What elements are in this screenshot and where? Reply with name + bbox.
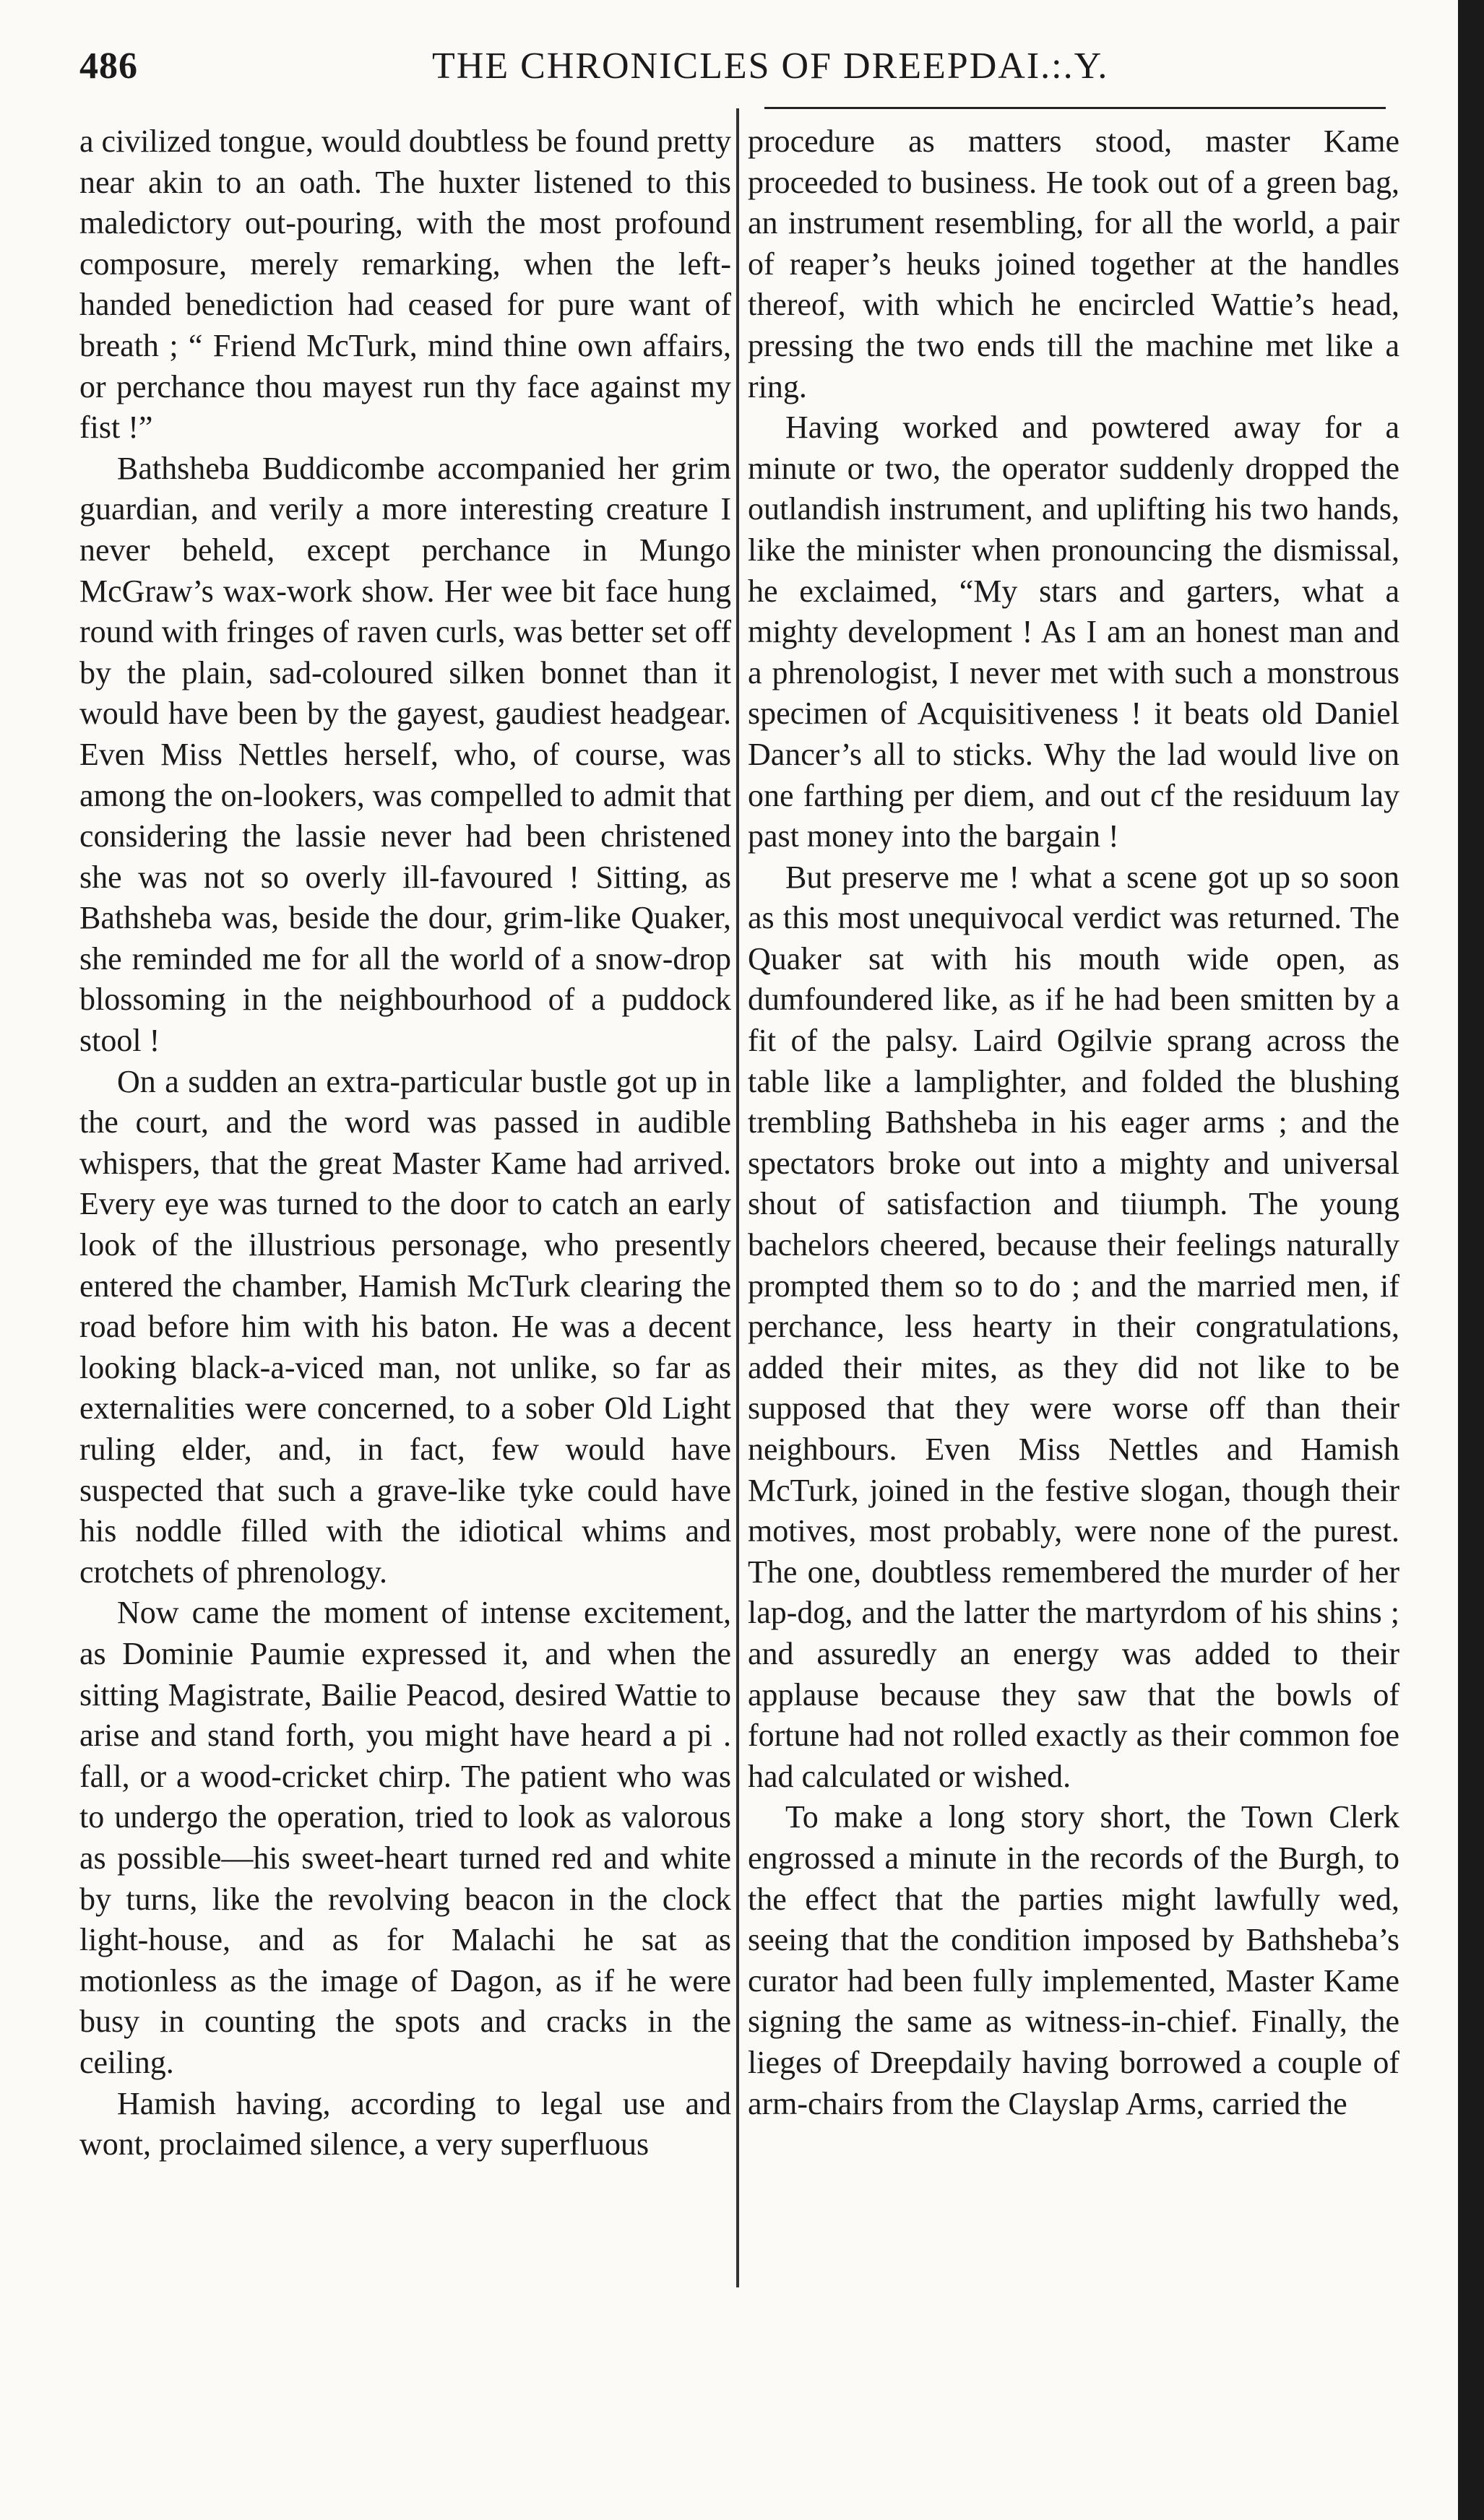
- page-number: 486: [79, 46, 138, 87]
- paragraph: Hamish having, according to legal use and wont, proclaimed silence, a very superfluous: [79, 2085, 731, 2162]
- paragraph: Now came the moment of intense excitement, as Dominie Paumie expressed it, and when the sitting Magistrate, Bailie Peacod, desired Wattie to arise and stand forth, you might have heard a pi . fall, or a wood-cricket chirp. The patient who was to undergo the operation, tried to look as valorous as possible—his sweet-heart turned red and white by turns, like the revolving beacon in the clock light-house, and as for Malachi he sat as motionless as the image of Dagon, as if he were busy in counting the spots and cracks in the ceiling.: [79, 1595, 731, 2080]
- paragraph: Having worked and powtered away for a minute or two, the operator suddenly dropped the outlandish instrument, and uplifting his two hands, like the minister when pronouncing the dismissal, he exclaimed, “My stars and garters, what a mighty development ! As I am an honest man and a phrenologist, I never met with such a monstrous specimen of Acquisitiveness ! it beats old Daniel Dancer’s all to sticks. Why the lad would live on one farthing per diem, and out cf the residuum lay past money into the bargain !: [748, 410, 1399, 854]
- right-column: [748, 121, 1399, 2288]
- paragraph: To make a long story short, the Town Clerk engrossed a minute in the records of the Burgh, to the effect that the parties might lawfully wed, seeing that the condition imposed by Bathsheba’s curator had been fully implemented, Master Kame signing the same as witness-in-chief. Finally, the lieges of Dreepdaily having borrowed a couple of arm-chairs from the Clayslap Arms, carried the: [748, 1799, 1399, 2121]
- paragraph: procedure as matters stood, master Kame proceeded to business. He took out of a green bag, an instrument resembling, for all the world, a pair of reaper’s heuks joined together at the handles thereof, with which he encircled Wattie’s head, pressing the two ends till the machine met like a ring.: [748, 124, 1399, 404]
- page-header: [79, 45, 1391, 95]
- paragraph: a civilized tongue, would doubtless be found pretty near akin to an oath. The huxter listened to this maledictory out-pouring, with the most profound composure, merely remarking, when the left-handed benediction had ceased for pure want of breath ; “ Friend McTurk, mind thine own affairs, or perchance thou mayest run thy face against my fist !”: [79, 124, 731, 446]
- paragraph: On a sudden an extra-particular bustle got up in the court, and the word was passed in audible whispers, that the great Master Kame had arrived. Every eye was turned to the door to catch an early look of the illustrious personage, who presently entered the chamber, Hamish McTurk clearing the road before him with his baton. He was a decent looking black-a-viced man, not unlike, so far as externalities were concerned, to a sober Old Light ruling elder, and, in fact, few would have suspected that such a grave-like tyke could have his noddle filled with the idiotical whims and crotchets of phrenology.: [79, 1063, 731, 1590]
- paragraph: Bathsheba Buddicombe accompanied her grim guardian, and verily a more interesting creature I never beheld, except perchance in Mungo McGraw’s wax-work show. Her wee bit face hung round with fringes of raven curls, was better set off by the plain, sad-coloured silken bonnet than it would have been by the gayest, gaudiest headgear. Even Miss Nettles herself, who, of course, was among the on-lookers, was compelled to admit that considering the lassie never had been christened she was not so overly ill-favoured ! Sitting, as Bathsheba was, beside the dour, grim-like Quaker, she reminded me for all the world of a snow-drop blossoming in the neighbourhood of a puddock stool !: [79, 450, 731, 1059]
- paragraph: But preserve me ! what a scene got up so soon as this most unequivocal verdict was returned. The Quaker sat with his mouth wide open, as dumfoundered like, as if he had been smitten by a fit of the palsy. Laird Ogilvie sprang across the table like a lamplighter, and folded the blushing trembling Bathsheba in his eager arms ; and the spectators broke out into a mighty and universal shout of satisfaction and tiiumph. The young bachelors cheered, because their feelings naturally prompted them so to do ; and the married men, if perchance, less hearty in their congratulations, added their mites, as they did not like to be supposed that they were worse off than their neighbours. Even Miss Nettles and Hamish McTurk, joined in the festive slogan, though their motives, most probably, were none of the purest. The one, doubtless remembered the murder of her lap-dog, and the latter the martyrdom of his shins ; and assuredly an energy was added to their applause because they saw that the bowls of fortune had not rolled exactly as their common foe had calculated or wished.: [748, 859, 1399, 1794]
- header-rule: [764, 107, 1386, 109]
- left-column: [79, 121, 731, 2288]
- running-title: THE CHRONICLES OF DREEPDAI.:.Y.: [432, 46, 1109, 87]
- page-edge-shadow: [1458, 0, 1484, 2520]
- column-divider: [736, 108, 739, 2287]
